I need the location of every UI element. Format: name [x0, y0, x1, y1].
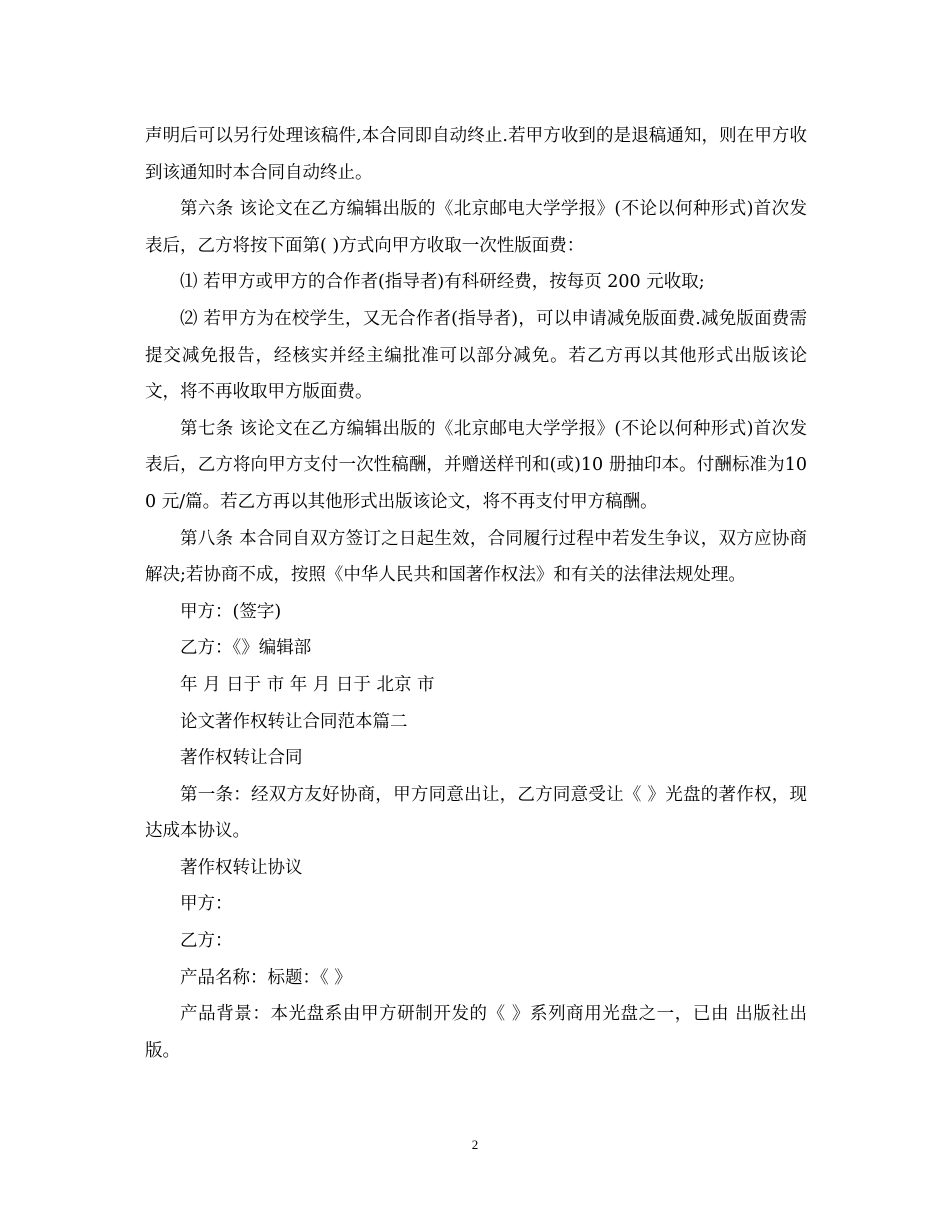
- paragraph-continuation: 声明后可以另行处理该稿件,本合同即自动终止.若甲方收到的是退稿通知，则在甲方收到该通知时本合同自动终止。: [145, 126, 807, 183]
- paragraph-article-eight: 第八条 本合同自双方签订之日起生效，合同履行过程中若发生争议，双方应协商解决;若协商不成，按照《中华人民共和国著作权法》和有关的法律法规处理。: [145, 528, 807, 586]
- product-name-line: 产品名称：标题：《 》: [180, 967, 352, 988]
- party-b-signature-line: 乙方：《》编辑部: [180, 638, 312, 659]
- party-a-signature-line: 甲方：(签字): [180, 601, 282, 622]
- document-body: [145, 118, 807, 1069]
- product-background-line: 产品背景：本光盘系由甲方研制开发的《 》系列商用光盘之一，已由 出版社出版。: [145, 1004, 807, 1061]
- paragraph-item-one: ⑴ 若甲方或甲方的合作者(指导者)有科研经费，按每页 200 元收取;: [180, 272, 705, 293]
- paragraph-item-two: ⑵ 若甲方为在校学生，又无合作者(指导者)，可以申请减免版面费.减免版面费需提交减免报告，经核实并经主编批准可以部分减免。若乙方再以其他形式出版该论文，将不再收取甲方版面费。: [145, 308, 807, 403]
- agreement-title: 著作权转让协议: [180, 857, 303, 878]
- contract-title: 著作权转让合同: [180, 748, 303, 769]
- paragraph-article-seven: 第七条 该论文在乙方编辑出版的《北京邮电大学学报》(不论以何种形式)首次发表后，乙方将向甲方支付一次性稿酬，并赠送样刊和(或)10 册抽印本。付酬标准为100 元/篇。若乙方再以其他形式出版该论文，将不再支付甲方稿酬。: [145, 418, 807, 512]
- paragraph-article-six: 第六条 该论文在乙方编辑出版的《北京邮电大学学报》(不论以何种形式)首次发表后，乙方将按下面第( )方式向甲方收取一次性版面费：: [145, 199, 807, 256]
- page-number: 2: [471, 1137, 479, 1152]
- section-title: 论文著作权转让合同范本篇二: [180, 711, 408, 732]
- party-b-line: 乙方：: [180, 931, 233, 952]
- paragraph-article-one: 第一条：经双方友好协商，甲方同意出让，乙方同意受让《 》光盘的著作权，现达成本协议。: [145, 784, 807, 842]
- date-place-line: 年 月 日于 市 年 月 日于 北京 市: [180, 674, 435, 695]
- party-a-line: 甲方：: [180, 894, 233, 915]
